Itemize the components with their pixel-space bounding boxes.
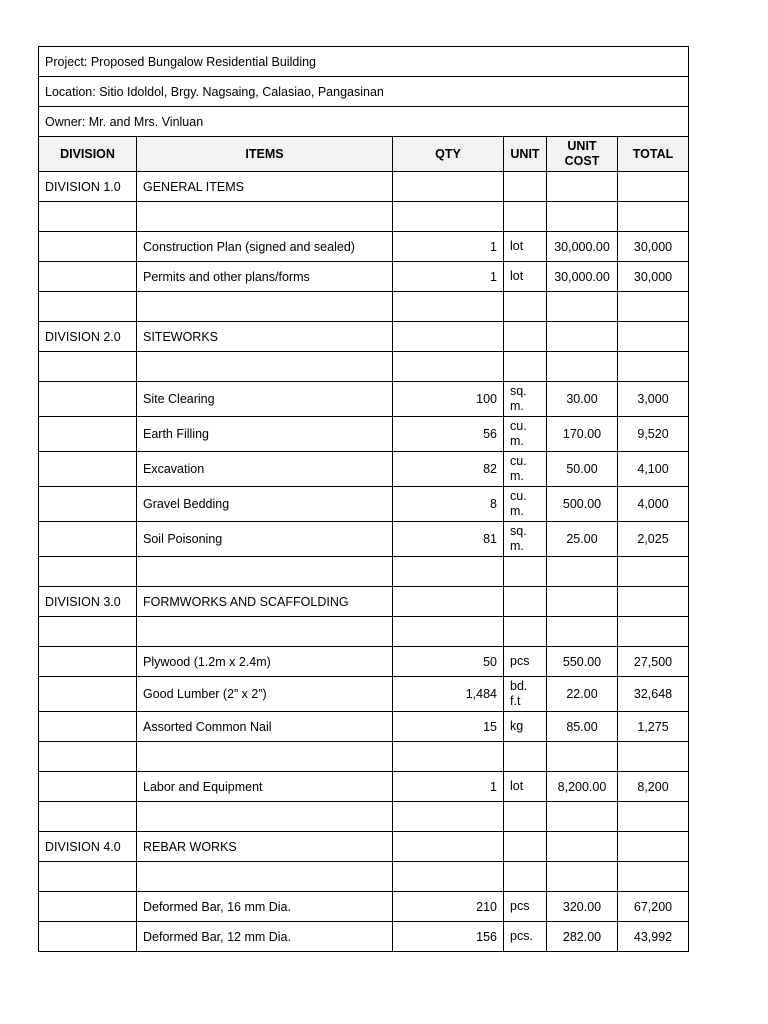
item-cell: Construction Plan (signed and sealed) <box>137 232 393 262</box>
item-cell <box>137 352 393 382</box>
unit-cost-cell: 30,000.00 <box>547 262 618 292</box>
total-cell <box>618 292 689 322</box>
division-cell <box>39 382 137 417</box>
qty-cell: 1 <box>393 772 504 802</box>
division-cell <box>39 617 137 647</box>
total-cell: 67,200 <box>618 892 689 922</box>
division-cell <box>39 922 137 952</box>
unit-cost-cell <box>547 352 618 382</box>
blank-row <box>39 202 689 232</box>
item-cell <box>137 742 393 772</box>
unit-cost-cell: 8,200.00 <box>547 772 618 802</box>
location-row <box>39 77 689 107</box>
item-cell <box>137 617 393 647</box>
item-cell <box>137 292 393 322</box>
division-row <box>39 322 689 352</box>
total-cell: 32,648 <box>618 677 689 712</box>
total-cell <box>618 832 689 862</box>
qty-cell: 156 <box>393 922 504 952</box>
unit-cell: pcs <box>504 647 547 677</box>
total-cell: 8,200 <box>618 772 689 802</box>
item-cell: Good Lumber (2” x 2”) <box>137 677 393 712</box>
column-header-row <box>39 137 689 172</box>
item-cell: Labor and Equipment <box>137 772 393 802</box>
qty-cell: 82 <box>393 452 504 487</box>
division-cell <box>39 417 137 452</box>
table-row <box>39 677 689 712</box>
unit-cost-cell: 25.00 <box>547 522 618 557</box>
unit-cost-cell <box>547 322 618 352</box>
item-cell: Deformed Bar, 12 mm Dia. <box>137 922 393 952</box>
division-cell <box>39 292 137 322</box>
unit-cost-cell <box>547 862 618 892</box>
unit-cell <box>504 557 547 587</box>
division-cell <box>39 522 137 557</box>
division-cell <box>39 892 137 922</box>
unit-cell <box>504 862 547 892</box>
unit-cost-cell: 30,000.00 <box>547 232 618 262</box>
unit-cost-cell <box>547 557 618 587</box>
column-header-total: TOTAL <box>618 137 689 172</box>
unit-cell <box>504 172 547 202</box>
unit-cost-cell: 500.00 <box>547 487 618 522</box>
total-cell <box>618 352 689 382</box>
total-cell: 4,000 <box>618 487 689 522</box>
unit-cost-cell <box>547 742 618 772</box>
division-cell <box>39 772 137 802</box>
division-cell: DIVISION 1.0 <box>39 172 137 202</box>
item-cell: Plywood (1.2m x 2.4m) <box>137 647 393 677</box>
column-header-items: ITEMS <box>137 137 393 172</box>
total-cell <box>618 172 689 202</box>
unit-cell <box>504 352 547 382</box>
blank-row <box>39 742 689 772</box>
unit-cost-cell <box>547 292 618 322</box>
unit-cost-cell <box>547 202 618 232</box>
unit-cost-cell: 170.00 <box>547 417 618 452</box>
table-row <box>39 232 689 262</box>
unit-cost-cell: 22.00 <box>547 677 618 712</box>
total-cell <box>618 587 689 617</box>
division-cell: DIVISION 3.0 <box>39 587 137 617</box>
division-cell <box>39 232 137 262</box>
unit-cell: lot <box>504 232 547 262</box>
unit-cell <box>504 322 547 352</box>
location-cell: Location: Sitio Idoldol, Brgy. Nagsaing, Calasiao, Pangasinan <box>39 77 689 107</box>
item-cell: GENERAL ITEMS <box>137 172 393 202</box>
division-cell <box>39 202 137 232</box>
unit-cell: sq. m. <box>504 382 547 417</box>
unit-cost-cell: 550.00 <box>547 647 618 677</box>
qty-cell: 50 <box>393 647 504 677</box>
qty-cell <box>393 322 504 352</box>
unit-cell: cu. m. <box>504 452 547 487</box>
unit-cell: cu. m. <box>504 417 547 452</box>
qty-cell <box>393 742 504 772</box>
total-cell <box>618 862 689 892</box>
item-cell: Excavation <box>137 452 393 487</box>
unit-cost-cell <box>547 587 618 617</box>
total-cell: 9,520 <box>618 417 689 452</box>
total-cell <box>618 557 689 587</box>
qty-cell <box>393 352 504 382</box>
qty-cell <box>393 832 504 862</box>
qty-cell: 8 <box>393 487 504 522</box>
unit-cell <box>504 832 547 862</box>
blank-row <box>39 352 689 382</box>
division-cell: DIVISION 2.0 <box>39 322 137 352</box>
project-cell: Project: Proposed Bungalow Residential Building <box>39 47 689 77</box>
item-cell <box>137 202 393 232</box>
table-row <box>39 772 689 802</box>
qty-cell <box>393 202 504 232</box>
division-row <box>39 587 689 617</box>
division-cell <box>39 262 137 292</box>
qty-cell: 15 <box>393 712 504 742</box>
qty-cell <box>393 557 504 587</box>
table-row <box>39 922 689 952</box>
qty-cell: 56 <box>393 417 504 452</box>
unit-cell: sq. m. <box>504 522 547 557</box>
unit-cell: lot <box>504 262 547 292</box>
unit-cell <box>504 617 547 647</box>
total-cell: 3,000 <box>618 382 689 417</box>
qty-cell: 81 <box>393 522 504 557</box>
item-cell: Site Clearing <box>137 382 393 417</box>
total-cell <box>618 802 689 832</box>
unit-cost-cell: 282.00 <box>547 922 618 952</box>
table-row <box>39 712 689 742</box>
table-row <box>39 452 689 487</box>
qty-cell: 100 <box>393 382 504 417</box>
total-cell: 27,500 <box>618 647 689 677</box>
unit-cost-cell: 50.00 <box>547 452 618 487</box>
unit-cell <box>504 587 547 617</box>
table-row <box>39 647 689 677</box>
owner-row <box>39 107 689 137</box>
table-row <box>39 522 689 557</box>
table-row <box>39 262 689 292</box>
total-cell: 30,000 <box>618 262 689 292</box>
item-cell: FORMWORKS AND SCAFFOLDING <box>137 587 393 617</box>
division-cell <box>39 352 137 382</box>
table-row <box>39 487 689 522</box>
total-cell <box>618 617 689 647</box>
division-row <box>39 172 689 202</box>
unit-cell <box>504 292 547 322</box>
column-header-unit: UNIT <box>504 137 547 172</box>
column-header-qty: QTY <box>393 137 504 172</box>
division-cell: DIVISION 4.0 <box>39 832 137 862</box>
item-cell: SITEWORKS <box>137 322 393 352</box>
division-cell <box>39 677 137 712</box>
division-cell <box>39 742 137 772</box>
blank-row <box>39 292 689 322</box>
blank-row <box>39 802 689 832</box>
unit-cell <box>504 742 547 772</box>
column-header-unit-cost: UNIT COST <box>547 137 618 172</box>
qty-cell <box>393 587 504 617</box>
division-cell <box>39 557 137 587</box>
division-cell <box>39 712 137 742</box>
unit-cell: pcs <box>504 892 547 922</box>
cost-estimate-table <box>38 46 689 952</box>
unit-cost-cell: 30.00 <box>547 382 618 417</box>
total-cell <box>618 742 689 772</box>
unit-cell <box>504 202 547 232</box>
item-cell <box>137 862 393 892</box>
column-header-division: DIVISION <box>39 137 137 172</box>
table-row <box>39 892 689 922</box>
unit-cost-cell <box>547 172 618 202</box>
blank-row <box>39 617 689 647</box>
unit-cost-cell <box>547 832 618 862</box>
unit-cost-cell <box>547 802 618 832</box>
item-cell: Deformed Bar, 16 mm Dia. <box>137 892 393 922</box>
item-cell: Soil Poisoning <box>137 522 393 557</box>
total-cell <box>618 202 689 232</box>
qty-cell <box>393 172 504 202</box>
table-body <box>39 47 689 952</box>
unit-cost-cell <box>547 617 618 647</box>
table-row <box>39 417 689 452</box>
item-cell: Permits and other plans/forms <box>137 262 393 292</box>
item-cell: REBAR WORKS <box>137 832 393 862</box>
qty-cell <box>393 292 504 322</box>
table-row <box>39 382 689 417</box>
qty-cell: 1 <box>393 232 504 262</box>
division-cell <box>39 452 137 487</box>
unit-cell <box>504 802 547 832</box>
total-cell: 4,100 <box>618 452 689 487</box>
unit-cell: lot <box>504 772 547 802</box>
total-cell: 43,992 <box>618 922 689 952</box>
division-cell <box>39 862 137 892</box>
qty-cell <box>393 802 504 832</box>
unit-cell: bd. f.t <box>504 677 547 712</box>
total-cell: 2,025 <box>618 522 689 557</box>
unit-cell: cu. m. <box>504 487 547 522</box>
division-cell <box>39 487 137 522</box>
unit-cost-cell: 85.00 <box>547 712 618 742</box>
total-cell <box>618 322 689 352</box>
item-cell <box>137 802 393 832</box>
total-cell: 1,275 <box>618 712 689 742</box>
division-row <box>39 832 689 862</box>
owner-cell: Owner: Mr. and Mrs. Vinluan <box>39 107 689 137</box>
unit-cell: kg <box>504 712 547 742</box>
qty-cell <box>393 617 504 647</box>
item-cell: Gravel Bedding <box>137 487 393 522</box>
division-cell <box>39 647 137 677</box>
qty-cell: 210 <box>393 892 504 922</box>
qty-cell: 1 <box>393 262 504 292</box>
project-row <box>39 47 689 77</box>
qty-cell <box>393 862 504 892</box>
unit-cell: pcs. <box>504 922 547 952</box>
total-cell: 30,000 <box>618 232 689 262</box>
division-cell <box>39 802 137 832</box>
qty-cell: 1,484 <box>393 677 504 712</box>
blank-row <box>39 862 689 892</box>
item-cell: Assorted Common Nail <box>137 712 393 742</box>
unit-cost-cell: 320.00 <box>547 892 618 922</box>
item-cell: Earth Filling <box>137 417 393 452</box>
item-cell <box>137 557 393 587</box>
blank-row <box>39 557 689 587</box>
